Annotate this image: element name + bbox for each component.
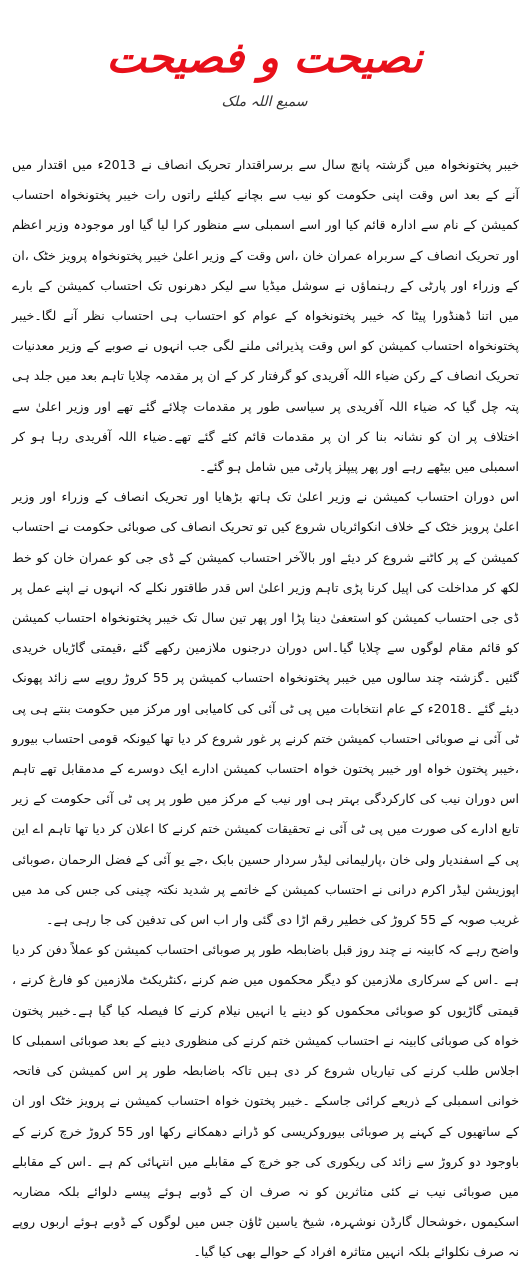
article-title: نصیحت و فصیحت <box>106 33 423 82</box>
article-paragraph-2: اس دوران احتساب کمیشن نے وزیر اعلیٰ تک ہاتھ بڑھایا اور تحریک انصاف کے وزراء اور وزیر اعلیٰ پرویز خٹک کے خلاف انکوائریاں شروع کیں تو تحریک انصاف کی صوبائی حکومت نے احتساب کمیشن کے پر کاٹنے شروع کر دیئے اور بالآخر احتساب کمیشن کے ڈی جی کو عمران خان کو خط لکھ کر مداخلت کی اپیل کرنا پڑی تاہم وزیر اعلیٰ اس قدر طاقتور نکلے کہ انہوں نے اپنے عمل پر ڈی جی احتساب کمیشن کو استعفیٰ دینا پڑا اور پھر تین سال تک خیبر پختونخواہ احتساب کمیشن کو قائم مقام لوگوں سے چلایا گیا۔اس دوران درجنوں ملازمین رکھے گئے ،قیمتی گاڑیاں خریدی گئیں ۔گزشتہ چند سالوں میں خیبر پختونخواہ احتساب کمیشن پر 55 کروڑ روپے سے زائد پھونک دیئے گئے ۔2018ء کے عام انتخابات میں پی ٹی آئی کی کامیابی اور مرکز میں حکومت بنتے ہی پی ٹی آئی نے صوبائی احتساب کمیشن ختم کرنے پر غور شروع کر دیا تھا کیونکہ قومی احتساب بیورو ،خیبر پختون خواہ اور خیبر پختون خواہ احتساب کمیشن ادارے ایک دوسرے کے مدمقابل تھے تاہم اس دوران نیب کی کارکردگی بہتر ہی اور نیب کے مرکز میں طور پر پی ٹی آئی حکومت کے زیر تابع ادارے کی صورت میں پی ٹی آئی نے تحقیقات کمیشن ختم کرنے کا اعلان کر دیا تھا تاہم اے این پی کے اسفندیار ولی خان ،پارلیمانی لیڈر سردار حسین بابک ،جے یو آئی کے فضل الرحمان ،صوبائی اپوزیشن لیڈر اکرم درانی نے احتساب کمیشن کے خاتمے پر شدید نکتہ چینی کی جس کی مد میں غریب صوبہ کے 55 کروڑ کی خطیر رقم اڑا دی گئی وار اب اس کی تدفین کی جا رہی ہے۔ <box>12 489 519 928</box>
article-paragraph-3: واضح رہے کہ کابینہ نے چند روز قبل باضابطہ طور پر صوبائی احتساب کمیشن کو عملاً دفن کر دیا ہے ۔اس کے سرکاری ملازمین کو دیگر محکموں میں ضم کرنے ،کنٹریکٹ ملازمین کو فارغ کرنے ، قیمتی گاڑیوں کو صوبائی محکموں کو دینے یا انہیں نیلام کرنے کا فیصلہ کیا گیا ہے۔خیبر پختون خواہ کی صوبائی کابینہ نے احتساب کمیشن ختم کرنے کی منظوری دینے کے بعد صوبائی اسمبلی کا اجلاس طلب کرنے کی تیاریاں شروع کر دی ہیں تاکہ باضابطہ طور پر اس کمیشن کی فاتحہ خوانی اسمبلی کے ذریعے کرائی جاسکے ۔خیبر پختون خواہ احتساب کمیشن نے پرویز خٹک اور ان کے ساتھیوں کے کہنے پر صوبائی بیوروکریسی کو ڈرانے دھمکانے رکھا اور 55 کروڑ خرچ کرنے کے باوجود دو کروڑ سے زائد کی ریکوری کی جو خرچ کے مقابلے میں انتہائی کم ہے ۔اس کے مقابلے میں صوبائی نیب نے کئی متاثرین کو نہ صرف ان کے ڈوبے ہوئے پیسے دلوائے بلکہ مضاربہ اسکیموں ،خوشحال گارڈن نوشہرہ، شیخ یاسین ٹاؤن جس میں لوگوں کے ڈوبے ہوئے اربوں روپے نہ صرف نکلوائے بلکہ انہیں متاثرہ افراد کے حوالے بھی کیا گیا۔ <box>12 942 519 1260</box>
article-body <box>12 150 519 1268</box>
article-paragraph-1: خیبر پختونخواہ میں گزشتہ پانچ سال سے برسراقتدار تحریک انصاف نے 2013ء میں اقتدار میں آنے کے بعد اس وقت اپنی حکومت کو نیب سے بچانے کیلئے راتوں رات خیبر پختونخواہ احتساب کمیشن کے نام سے ادارہ قائم کیا اور اسے اسمبلی سے منظور کرا لیا گیا اور موجودہ وزیر اعظم اور تحریک انصاف کے سربراہ عمران خان ،اس وقت کے وزیر اعلیٰ خیبر پختونخواہ پرویز خٹک ،ان کے وزراء اور پارٹی کے رہنماؤں نے سوشل میڈیا سے لیکر دھرنوں تک احتساب کمیشن کے بارے میں اتنا ڈھنڈورا پیٹا کہ خیبر پختونخواہ کے عوام کو احتساب ہی احتساب نظر آنے لگا۔خیبر پختونخواہ احتساب کمیشن کو اس وقت پذیرائی ملنے لگی جب انہوں نے صوبے کے وزیر معدنیات تحریک انصاف کے رکن ضیاء اللہ آفریدی کو گرفتار کر کے ان پر مقدمہ چلایا تاہم بعد میں جلد ہی پتہ چل گیا کہ ضیاء اللہ آفریدی پر سیاسی طور پر مقدمات چلائے گئے تھے اور وزیر اعلیٰ سے اختلاف پر ان کو نشانہ بنا کر ان پر مقدمات قائم کئے گئے تھے۔ضیاء اللہ آفریدی رہا ہو کر اسمبلی میں بیٹھے رہے اور پھر پیپلز پارٹی میں شامل ہو گئے۔ <box>12 157 519 475</box>
author-byline: سمیع اللہ ملک <box>221 94 308 110</box>
